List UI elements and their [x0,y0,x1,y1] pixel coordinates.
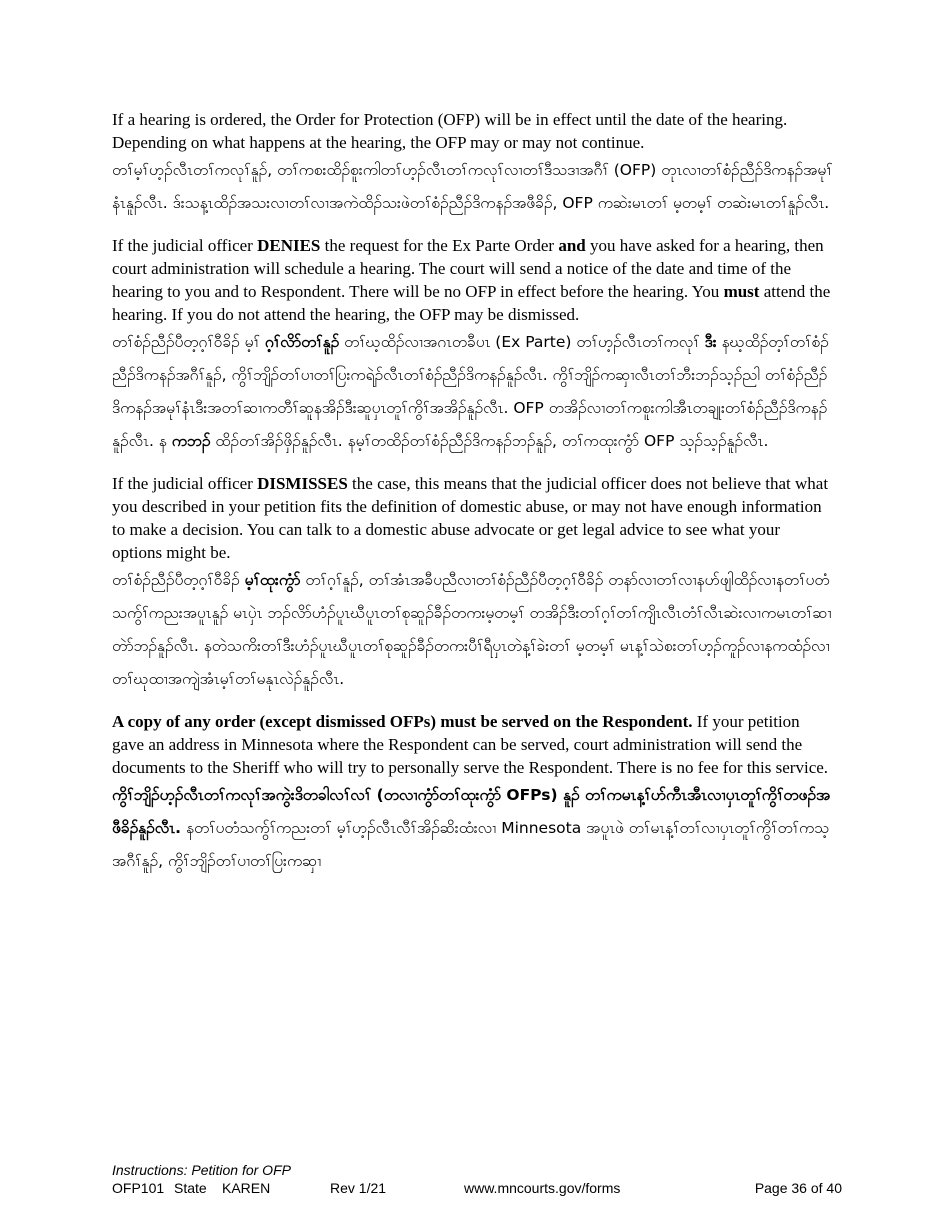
karen-text: တၢ်စံၣ်ညီၣ်ပီတ့ဂ့ၢ်ဝီခိၣ် မ့ၢ်ထုးကွံာ် တၢ်ဂ့ၢ်နူၣ်, တၢ်အံၤအခီပညီလၢတၢ်စံၣ်ညီၣ်ပီတ့ဂ့ၢ်ဝီခိၣ် တနာ်လၢတၢ်လၢနဟ်ဖျါထိၣ်လၢနတၢ်ပတံသကွ်ၢ်ကညးအပူၤနူၣ် မၤပှဲၤ ဘၣ်လိာ်ဟံၣ်ပူၤဃီပူၤတၢ်စုဆူၣ်ခီၣ်တကးမ့တမ့ၢ် တအိၣ်ဒီးတၢ်ဂ့ၢ်တၢ်ကျိၤလီၤတံၢ်လီၤဆဲးလၢကမၤတၢ်ဆၢတဲာ်ဘၣ်နူၣ်လီၤ. နတဲသကိးတၢ်ဒီးဟံၣ်ပူၤဃီပူၤတၢ်စုဆူၣ်ခီၣ်တကးပီၢ်ရီပှၤတဲန့ၢ်ခဲးတၢ် မ့တမ့ၢ် မၤန့ၢ်သဲစးတၢ်ဟ့ၣ်ကူၣ်လၢနကထံၣ်လၢတၢ်ဃုထၢအကျဲအံၤမ့ၢ်တၢ်မနုၤလဲၣ်နူၣ်လီၤ. [112,571,832,688]
document-body [112,108,834,892]
footer-title: Instructions: Petition for OFP [112,1162,291,1178]
forms-url[interactable]: www.mncourts.gov/forms [464,1180,621,1196]
karen-text: တၢ်မ့ၢ်ဟ့ၣ်လီၤတၢ်ကလုၢ်နူၣ်, တၢ်ကစးထိၣ်စူးကါတၢ်ဟ့ၣ်လီၤတၢ်ကလုၢ်လၢတၢ်ဒီသဒၢအဂီၢ် (OFP) တုၤလၢတၢ်စံၣ်ညီၣ်ဒိကနၣ်အမုၢ်နံၤနူၣ်လီၤ. ဒ်းသန့ၤထိၣ်အသးလၢတၢ်လၢအကဲထိၣ်သးဖဲတၢ်စံၣ်ညီၣ်ဒိကနၣ်အဖီခိၣ်, OFP ကဆဲးမၤတၢ် မ့တမ့ၢ် တဆဲးမၤတၢ်နူၣ်လီၤ. [112,161,833,212]
page-number: Page 36 of 40 [754,1180,842,1196]
paragraph-dismisses [112,472,834,696]
paragraph-copy-of-order [112,710,834,878]
english-text: If the judicial officer DENIES the request for the Ex Parte Order and you have asked for a hearing, then court administration will schedule a hearing. The court will send a notice of the date and time of the hearing to you and to Respondent. There will be no OFP in effect before the hearing. You must attend the hearing. If you do not attend the hearing, the OFP may be dismissed. [112,236,831,324]
paragraph-hearing-ordered [112,108,834,220]
form-number: OFP101 [112,1180,165,1196]
paragraph-denies [112,234,834,458]
form-revision: Rev 1/21 [330,1180,387,1196]
karen-text: ကွိၢ်ဘျိၣ်ဟ့ၣ်လီၤတၢ်ကလုၢ်အကွဲးဒိတခါလၢ်လၢ် (တလၢကွံာ်တၢ်ထုးကွံာ် OFPs) နူၣ် တၢ်ကမၤန့ၢ်ဟ်ကီၤအီၤလၢပှၤတူၢ်ကွိၢ်တဖၣ်အဖီခိၣ်နူၣ်လီၤ. နတၢ်ပတံသကွ်ၢ်ကညးတၢ် မ့ၢ်ဟ့ၣ်လီၤလီၢ်အိၣ်ဆိးထံးလၢ Minnesota အပူၤဖဲ တၢ်မၤန့ၢ်တၢ်လၢပှၤတူၢ်ကွိၢ်တၢ်ကသ့အဂီၢ်နူၣ်, ကွိၢ်ဘျိၣ်တၢ်ပၢတၢ်ပြးကဆှၢ [112,786,831,870]
form-language: KAREN [222,1180,271,1196]
form-state: State [174,1180,207,1196]
english-text: If the judicial officer DISMISSES the case, this means that the judicial officer does not believe that what you described in your petition fits the definition of domestic abuse, or may not have enough information to make a decision. You can talk to a domestic abuse advocate or get legal advice to see what your options might be. [112,474,829,562]
english-text: A copy of any order (except dismissed OFPs) must be served on the Respondent. If your petition gave an address in Minnesota where the Respondent can be served, court administration will send the documents to the Sheriff who will try to personally serve the Respondent. There is no fee for this service. [112,712,829,777]
footer-info-row [112,1179,842,1197]
english-text: If a hearing is ordered, the Order for Protection (OFP) will be in effect until the date of the hearing. Depending on what happens at the hearing, the OFP may or may not continue. [112,110,788,152]
karen-text: တၢ်စံၣ်ညီၣ်ပီတ့ဂ့ၢ်ဝီခိၣ် မ့ၢ် ဂ့ၢ်လိာ်တၢ်နူၣ် တၢ်ဃ့ထိၣ်လၢအဂၤတခီပၤ (Ex Parte) တၢ်ဟ့ၣ်လီၤတၢ်ကလုၢ် ဒီး နဃ့ထိၣ်တ့ၢ်တၢ်စံၣ်ညီၣ်ဒိကနၣ်အဂီၢ်နူၣ်, ကွိၢ်ဘျိၣ်တၢ်ပၢတၢ်ပြးကရဲၣ်လီၤတၢ်စံၣ်ညီၣ်ဒိကနၣ်နူၣ်လီၤ. ကွိၢ်ဘျိၣ်ကဆှၢလီၤတၢ်ဘီးဘၣ်သ့ၣ်ညါ တၢ်စံၣ်ညီၣ်ဒိကနၣ်အမုၢ်နံၤဒီးအတၢ်ဆၢကတီၢ်ဆူနအိၣ်ဒီးဆူပှၤတူၢ်ကွိၢ်အအိၣ်နူၣ်လီၤ. OFP တအိၣ်လၢတၢ်ကစူးကါအီၤတချုးတၢ်စံၣ်ညီၣ်ဒိကနၣ်နူၣ်လီၤ. န ကဘၣ် ထိၣ်တၢ်အိၣ်ဖှိၣ်နူၣ်လီၤ. နမ့ၢ်တထိၣ်တၢ်စံၣ်ညီၣ်ဒိကနၣ်ဘၣ်နူၣ်, တၢ်ကထုးကွံာ် OFP သ့ၣ်သ့ၣ်နူၣ်လီၤ. [112,333,829,450]
page-footer [112,1162,842,1197]
